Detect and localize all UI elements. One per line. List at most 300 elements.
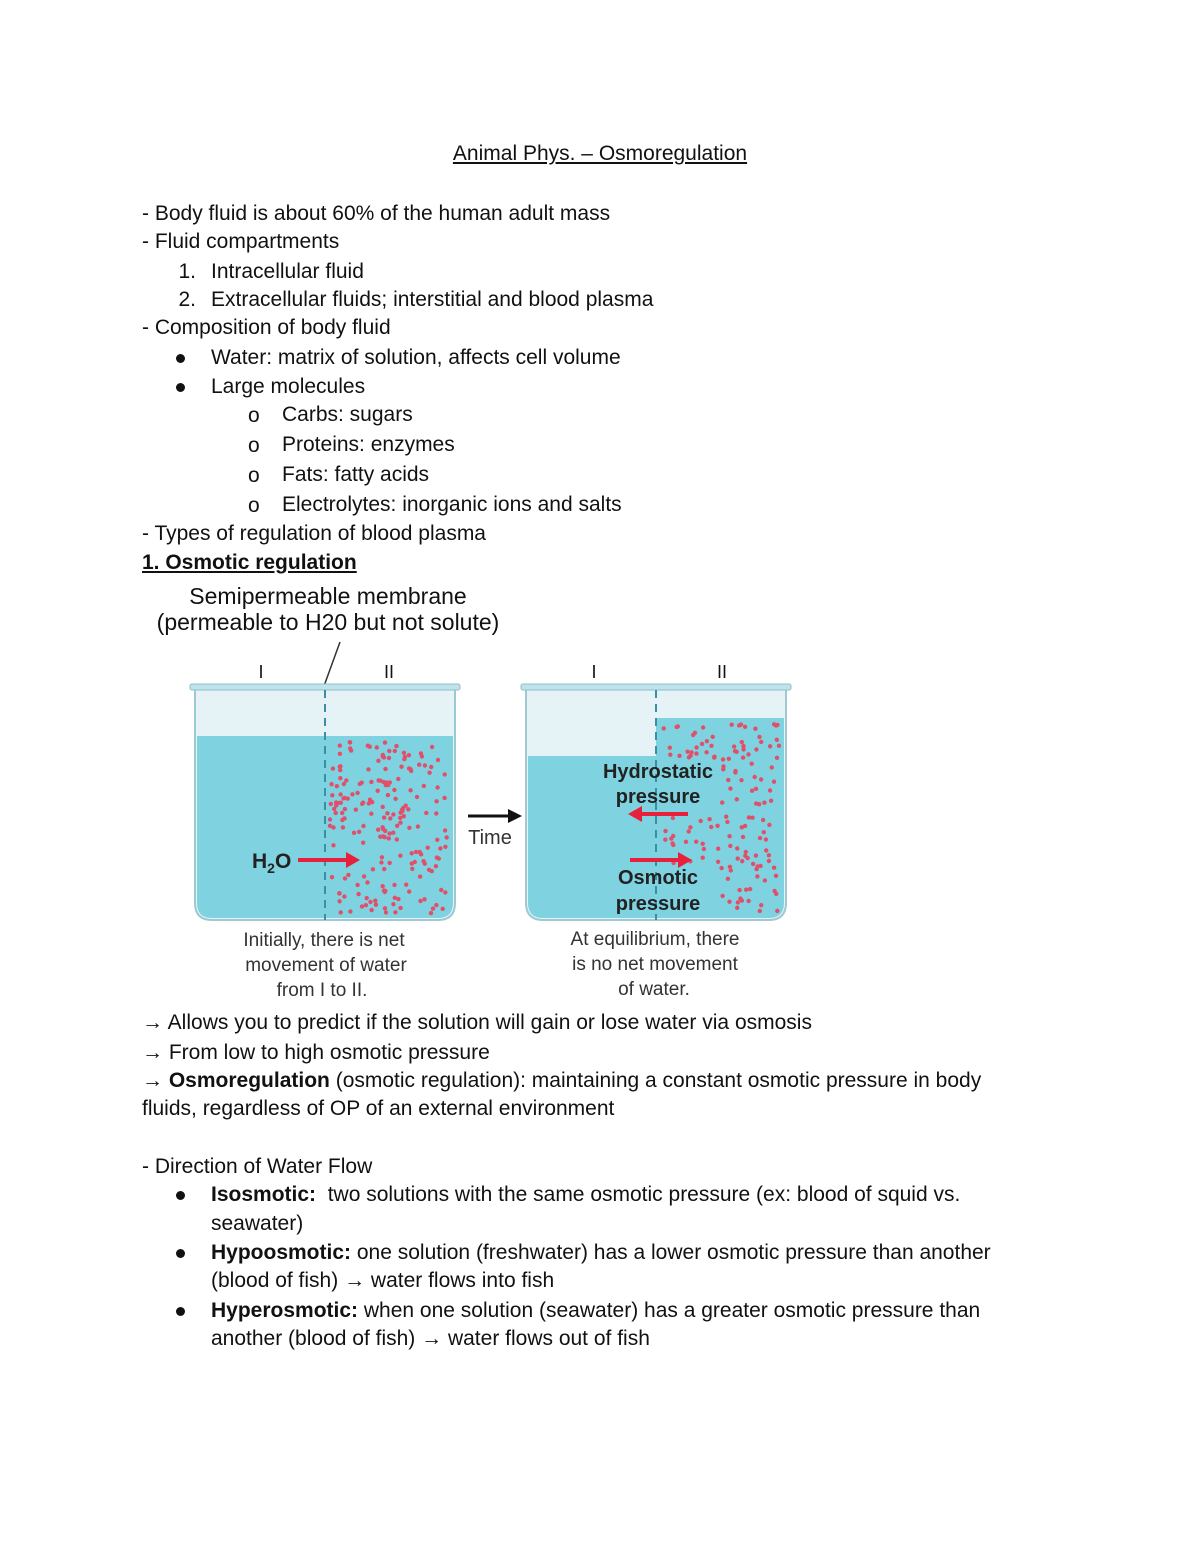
solute-particle	[418, 874, 422, 878]
compartment-label: II	[383, 662, 395, 682]
time-label: Time	[468, 827, 512, 849]
solute-particle	[382, 867, 386, 871]
solute-particle	[740, 825, 744, 829]
list-item: Large molecules	[211, 375, 366, 398]
text-line: - Composition of body fluid	[142, 316, 391, 339]
solute-particle	[328, 817, 332, 821]
solute-particle	[360, 904, 364, 908]
solute-particle	[757, 802, 761, 806]
section-heading: 1. Osmotic regulation	[142, 551, 357, 574]
solute-particle	[340, 818, 344, 822]
solute-particle	[745, 856, 749, 860]
solute-particle	[740, 859, 744, 863]
solute-particle	[733, 749, 737, 753]
solute-particle	[384, 910, 388, 914]
solute-particle	[388, 861, 392, 865]
text-line: - Types of regulation of blood plasma	[142, 522, 486, 545]
solute-particle	[725, 820, 729, 824]
solute-particle	[361, 841, 365, 845]
solute-particle	[751, 862, 755, 866]
solute-particle	[753, 727, 757, 731]
solute-particle	[371, 867, 375, 871]
solute-particle	[746, 899, 750, 903]
solute-particle	[720, 800, 724, 804]
solute-particle	[331, 843, 335, 847]
solute-particle	[366, 767, 370, 771]
solute-particle	[402, 757, 406, 761]
solute-particle	[724, 815, 728, 819]
solute-particle	[367, 801, 371, 805]
solute-particle	[435, 855, 439, 859]
solute-particle	[762, 830, 766, 834]
solute-particle	[693, 731, 697, 735]
solute-particle	[337, 899, 341, 903]
solute-particle	[761, 818, 765, 822]
solute-particle	[338, 752, 342, 756]
solute-particle	[741, 744, 745, 748]
text-line: - Body fluid is about 60% of the human adult mass	[142, 202, 611, 225]
solute-particle	[387, 749, 391, 753]
solute-particle	[376, 789, 380, 793]
osmotic-label: pressure	[615, 893, 701, 915]
solute-particle	[402, 814, 406, 818]
solute-particle	[434, 864, 438, 868]
osmotic-label: Osmotic	[617, 867, 699, 889]
caption-left: from I to II.	[276, 980, 368, 1001]
solute-particle	[739, 722, 743, 726]
solute-particle	[396, 777, 400, 781]
solute-particle	[772, 866, 776, 870]
solute-particle	[329, 782, 333, 786]
solute-particle	[775, 738, 779, 742]
solute-particle	[381, 755, 385, 759]
solute-particle	[416, 824, 420, 828]
solute-particle	[715, 824, 719, 828]
solute-particle	[341, 796, 345, 800]
solute-particle	[395, 837, 399, 841]
solute-particle	[329, 802, 333, 806]
solute-particle	[331, 766, 335, 770]
solute-particle	[350, 792, 354, 796]
solute-particle	[748, 887, 752, 891]
solute-particle	[777, 744, 781, 748]
sub-bullet-icon: o	[248, 464, 260, 487]
solute-particle	[376, 828, 380, 832]
solute-particle	[387, 831, 391, 835]
solute-particle	[378, 779, 382, 783]
solute-particle	[434, 799, 438, 803]
bullet-icon	[176, 354, 185, 363]
solute-particle	[395, 824, 399, 828]
solute-particle	[435, 785, 439, 789]
solute-particle	[767, 859, 771, 863]
solute-particle	[348, 740, 352, 744]
solute-particle	[422, 784, 426, 788]
solute-particle	[343, 807, 347, 811]
solute-particle	[410, 851, 414, 855]
solute-particle	[733, 770, 737, 774]
solute-particle	[346, 873, 350, 877]
solute-particle	[334, 800, 338, 804]
solute-particle	[687, 829, 691, 833]
solute-particle	[757, 735, 761, 739]
solute-particle	[356, 892, 360, 896]
solute-particle	[334, 811, 338, 815]
solute-particle	[709, 825, 713, 829]
solute-particle	[701, 725, 705, 729]
solute-particle	[705, 739, 709, 743]
solute-particle	[346, 796, 350, 800]
solute-particle	[338, 776, 342, 780]
solute-particle	[739, 778, 743, 782]
solute-particle	[414, 850, 418, 854]
solute-particle	[689, 750, 693, 754]
list-item: Extracellular fluids; interstitial and blood plasma	[211, 288, 654, 311]
solute-particle	[361, 801, 365, 805]
solute-particle	[332, 807, 336, 811]
text-line: - Direction of Water Flow	[142, 1155, 373, 1178]
solute-particle	[387, 756, 391, 760]
solute-particle	[339, 910, 343, 914]
solute-particle	[380, 825, 384, 829]
solute-particle	[409, 769, 413, 773]
solute-particle	[391, 812, 395, 816]
solute-particle	[424, 811, 428, 815]
solute-particle	[768, 788, 772, 792]
solute-particle	[386, 793, 390, 797]
solute-particle	[355, 791, 359, 795]
list-item: Carbs: sugars	[282, 403, 413, 426]
solute-particle	[410, 867, 414, 871]
list-item: Isosmotic: two solutions with the same osmotic pressure (ex: blood of squid vs.	[211, 1183, 961, 1206]
solute-particle	[338, 792, 342, 796]
solute-particle	[726, 778, 730, 782]
list-item: Intracellular fluid	[211, 260, 364, 283]
solute-particle	[331, 825, 335, 829]
solute-particle	[338, 743, 342, 747]
list-number: 2.	[178, 288, 196, 311]
solute-particle	[772, 780, 776, 784]
solute-particle	[365, 896, 369, 900]
membrane-pointer	[324, 642, 340, 686]
solute-particle	[441, 907, 445, 911]
solute-particle	[341, 825, 345, 829]
sub-bullet-icon: o	[248, 404, 260, 427]
solute-particle	[434, 903, 438, 907]
solute-particle	[701, 842, 705, 846]
solute-particle	[727, 900, 731, 904]
solute-particle	[736, 856, 740, 860]
compartment-label: I	[258, 662, 264, 682]
solute-particle	[421, 859, 425, 863]
solute-particle	[728, 865, 732, 869]
solute-particle	[746, 752, 750, 756]
solute-particle	[770, 765, 774, 769]
solute-particle	[750, 789, 754, 793]
solute-particle	[383, 740, 387, 744]
text-line: - Fluid compartments	[142, 230, 340, 253]
text-line: fluids, regardless of OP of an external environment	[142, 1097, 615, 1120]
solute-particle	[772, 889, 776, 893]
solute-particle	[764, 848, 768, 852]
solute-particle	[365, 880, 369, 884]
solute-particle	[369, 812, 373, 816]
solute-particle	[443, 890, 447, 894]
solute-particle	[358, 782, 362, 786]
solute-particle	[764, 837, 768, 841]
solute-particle	[721, 764, 725, 768]
solute-particle	[429, 765, 433, 769]
solute-particle	[431, 906, 435, 910]
solute-particle	[445, 835, 449, 839]
solute-particle	[436, 758, 440, 762]
left-beaker	[190, 684, 460, 920]
solute-particle	[407, 889, 411, 893]
solute-particle	[429, 911, 433, 915]
solute-particle	[758, 864, 762, 868]
solute-particle	[443, 772, 447, 776]
bullet-icon	[176, 383, 185, 392]
solute-particle	[343, 876, 347, 880]
solute-particle	[392, 883, 396, 887]
solute-particle	[735, 846, 739, 850]
solute-particle	[774, 723, 778, 727]
list-item: Water: matrix of solution, affects cell volume	[211, 346, 621, 369]
list-item: Fats: fatty acids	[282, 463, 430, 486]
solute-particle	[762, 801, 766, 805]
text-line: → Allows you to predict if the solution will gain or lose water via osmosis	[142, 1011, 812, 1034]
solute-particle	[741, 755, 745, 759]
solute-particle	[709, 744, 713, 748]
solute-particle	[737, 888, 741, 892]
solute-particle	[379, 860, 383, 864]
solute-particle	[754, 787, 758, 791]
hydrostatic-label: Hydrostatic	[602, 761, 714, 783]
compartment-label: I	[591, 662, 597, 682]
page-title: Animal Phys. – Osmoregulation	[452, 142, 748, 165]
solute-particle	[337, 891, 341, 895]
solute-particle	[684, 840, 688, 844]
solute-particle	[728, 844, 732, 848]
solute-particle	[339, 801, 343, 805]
solute-particle	[383, 889, 387, 893]
solute-particle	[730, 723, 734, 727]
list-item: Hypoosmotic: one solution (freshwater) has a lower osmotic pressure than another	[211, 1241, 991, 1264]
solute-particle	[398, 821, 402, 825]
solute-particle	[759, 777, 763, 781]
solute-particle	[384, 783, 388, 787]
solute-particle	[442, 796, 446, 800]
solute-particle	[381, 834, 385, 838]
solute-particle	[662, 726, 666, 730]
solute-particle	[408, 788, 412, 792]
bullet-icon	[176, 1249, 185, 1258]
solute-particle	[355, 883, 359, 887]
solute-particle	[369, 908, 373, 912]
caption-right: of water.	[618, 979, 690, 1000]
solute-particle	[759, 740, 763, 744]
solute-particle	[702, 847, 706, 851]
caption-right: is no net movement	[572, 954, 738, 975]
solute-particle	[391, 831, 395, 835]
solute-particle	[340, 811, 344, 815]
solute-particle	[369, 780, 373, 784]
solute-particle	[747, 815, 751, 819]
solute-particle	[663, 838, 667, 842]
caption-right: At equilibrium, there	[570, 929, 740, 950]
solute-particle	[671, 816, 675, 820]
solute-particle	[750, 762, 754, 766]
list-item: Hyperosmotic: when one solution (seawater) has a greater osmotic pressure than	[211, 1299, 981, 1322]
solute-particle	[404, 804, 408, 808]
osmosis-diagram	[140, 578, 820, 1008]
solute-particle	[753, 775, 757, 779]
solute-particle	[361, 824, 365, 828]
solute-particle	[775, 909, 779, 913]
solute-particle	[385, 811, 389, 815]
solute-particle	[348, 746, 352, 750]
solute-particle	[769, 799, 773, 803]
solute-particle	[763, 878, 767, 882]
solute-particle	[443, 845, 447, 849]
bullet-icon	[176, 1307, 185, 1316]
solute-particle	[716, 847, 720, 851]
solute-particle	[407, 826, 411, 830]
compartment-label: II	[716, 662, 728, 682]
solute-particle	[735, 797, 739, 801]
solute-particle	[393, 910, 397, 914]
solute-particle	[736, 900, 740, 904]
solute-particle	[394, 744, 398, 748]
solute-particle	[420, 754, 424, 758]
membrane-label: Semipermeable membrane	[189, 583, 467, 609]
solute-particle	[417, 763, 421, 767]
sub-bullet-icon: o	[248, 494, 260, 517]
list-item-continued: (blood of fish) → water flows into fish	[211, 1269, 555, 1292]
right-beaker	[521, 684, 791, 920]
hydrostatic-label: pressure	[615, 786, 701, 808]
solute-particle	[338, 765, 342, 769]
solute-particle	[393, 797, 397, 801]
solute-particle	[383, 906, 387, 910]
solute-particle	[774, 874, 778, 878]
solute-particle	[434, 811, 438, 815]
solute-particle	[707, 817, 711, 821]
solute-particle	[668, 746, 672, 750]
solute-particle	[335, 784, 339, 788]
solute-particle	[396, 897, 400, 901]
solute-particle	[675, 725, 679, 729]
solute-particle	[727, 834, 731, 838]
solute-particle	[694, 751, 698, 755]
solute-particle	[727, 757, 731, 761]
solute-particle	[368, 745, 372, 749]
solute-particle	[391, 902, 395, 906]
solute-particle	[741, 835, 745, 839]
solute-particle	[768, 744, 772, 748]
solute-particle	[732, 744, 736, 748]
solute-particle	[744, 850, 748, 854]
solute-particle	[368, 798, 372, 802]
solute-particle	[767, 823, 771, 827]
solute-particle	[767, 853, 771, 857]
solute-particle	[426, 846, 430, 850]
solute-particle	[670, 841, 674, 845]
solute-particle	[754, 853, 758, 857]
solute-particle	[422, 897, 426, 901]
solute-particle	[740, 740, 744, 744]
caption-left: Initially, there is net	[243, 930, 405, 951]
text-line: → From low to high osmotic pressure	[142, 1041, 490, 1064]
solute-particle	[330, 793, 334, 797]
solute-particle	[418, 899, 422, 903]
list-item: Electrolytes: inorganic ions and salts	[282, 493, 622, 516]
solute-particle	[688, 825, 692, 829]
text-line: → Osmoregulation (osmotic regulation): maintaining a constant osmotic pressure in body	[142, 1069, 982, 1092]
solute-particle	[348, 909, 352, 913]
solute-particle	[406, 807, 410, 811]
list-item-continued: seawater)	[211, 1212, 304, 1235]
solute-particle	[383, 829, 387, 833]
solute-particle	[430, 869, 434, 873]
solute-particle	[402, 751, 406, 755]
solute-particle	[685, 750, 689, 754]
solute-particle	[743, 725, 747, 729]
solute-particle	[373, 899, 377, 903]
water-label: $H_2O$	[252, 850, 292, 876]
solute-particle	[415, 795, 419, 799]
solute-particle	[663, 829, 667, 833]
solute-particle	[700, 742, 704, 746]
solute-particle	[435, 838, 439, 842]
solute-particle	[375, 745, 379, 749]
solute-particle	[387, 836, 391, 840]
solute-particle	[704, 750, 708, 754]
osmosis-figure	[140, 578, 820, 1008]
solute-particle	[755, 874, 759, 878]
solute-particle	[383, 767, 387, 771]
solute-particle	[423, 763, 427, 767]
solute-particle	[694, 745, 698, 749]
solute-particle	[728, 786, 732, 790]
list-number: 1.	[178, 260, 196, 283]
solute-particle	[357, 830, 361, 834]
solute-particle	[669, 836, 673, 840]
list-item: Proteins: enzymes	[282, 433, 455, 456]
solute-particle	[392, 788, 396, 792]
solute-particle	[740, 898, 744, 902]
solute-particle	[721, 757, 725, 761]
solute-particle	[352, 831, 356, 835]
solute-particle	[393, 749, 397, 753]
solute-particle	[716, 860, 720, 864]
solute-particle	[381, 884, 385, 888]
time-arrow-head-icon	[508, 809, 522, 823]
solute-particle	[368, 900, 372, 904]
membrane-label: (permeable to H20 but not solute)	[156, 609, 500, 635]
solute-particle	[342, 894, 346, 898]
solute-particle	[694, 840, 698, 844]
solute-particle	[430, 745, 434, 749]
solute-particle	[374, 903, 378, 907]
solute-particle	[438, 846, 442, 850]
solute-particle	[719, 866, 723, 870]
solute-particle	[364, 903, 368, 907]
caption-left: movement of water	[245, 955, 407, 976]
solute-particle	[726, 877, 730, 881]
solute-particle	[775, 756, 779, 760]
bullet-icon	[176, 1191, 185, 1200]
